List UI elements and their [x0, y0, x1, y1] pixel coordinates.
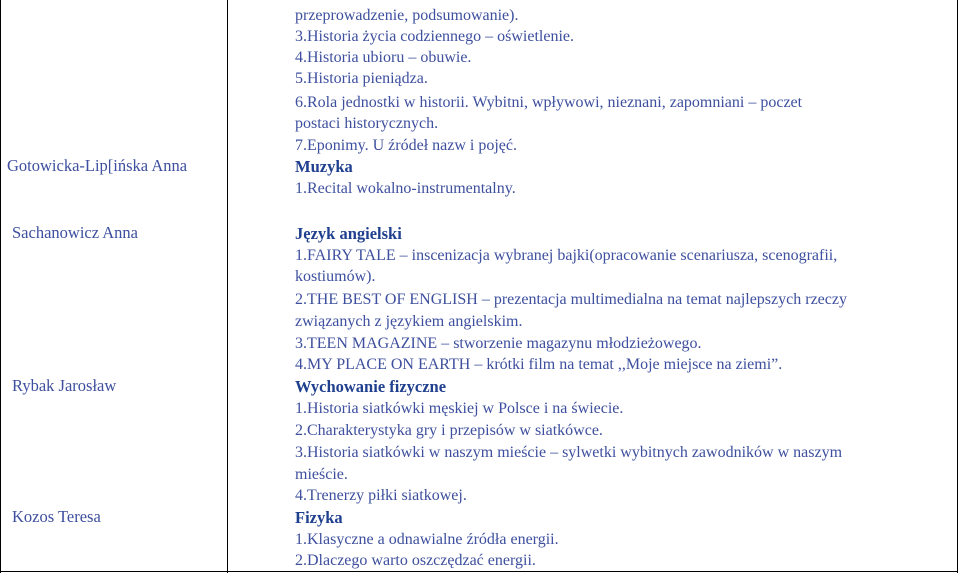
topic-line: 4.Trenerzy piłki siatkowej. [295, 487, 467, 504]
topic-line: 4.Historia ubioru – obuwie. [295, 49, 472, 66]
teacher-name: Kozos Teresa [12, 507, 101, 526]
topic-line: 1.Historia siatkówki męskiej w Polsce i na świecie. [295, 400, 624, 417]
table-bottom-border [0, 571, 958, 572]
topic-line: 2.Dlaczego warto oszczędzać energii. [295, 552, 536, 569]
subject-heading: Fizyka [295, 508, 343, 527]
topic-line: 1.FAIRY TALE – inscenizacja wybranej bajki(opracowanie scenariusza, scenografii, [295, 247, 838, 264]
subject-heading: Muzyka [295, 157, 353, 176]
subject-heading: Język angielski [295, 224, 402, 243]
topic-line: 4.MY PLACE ON EARTH – krótki film na temat ,,Moje miejsce na ziemi”. [295, 356, 783, 373]
topic-line: 6.Rola jednostki w historii. Wybitni, wpływowi, nieznani, zapomniani – poczet [295, 94, 803, 111]
teacher-name: Rybak Jarosław [12, 376, 117, 395]
topic-line: 5.Historia pieniądza. [295, 70, 428, 87]
column-divider [227, 0, 228, 573]
subject-heading: Wychowanie fizyczne [295, 377, 447, 396]
topic-line: 1.Recital wokalno-instrumentalny. [295, 180, 516, 197]
topic-line: postaci historycznych. [295, 115, 439, 132]
table-left-border [0, 0, 1, 573]
topic-line: 7.Eponimy. U źródeł nazw i pojęć. [295, 137, 518, 154]
teacher-name: Gotowicka-Lip[ińska Anna [7, 156, 188, 175]
topic-line: przeprowadzenie, podsumowanie). [295, 7, 519, 24]
teacher-name: Sachanowicz Anna [12, 223, 138, 242]
topic-line: 3.Historia siatkówki w naszym mieście – sylwetki wybitnych zawodników w naszym [295, 444, 843, 461]
topic-line: mieście. [295, 466, 348, 483]
topic-line: 3.Historia życia codziennego – oświetlenie. [295, 28, 575, 45]
topic-line: kostiumów). [295, 268, 376, 285]
topic-line: 1.Klasyczne a odnawialne źródła energii. [295, 531, 559, 548]
topic-line: 3.TEEN MAGAZINE – stworzenie magazynu młodzieżowego. [295, 335, 702, 352]
topic-line: 2.Charakterystyka gry i przepisów w siatkówce. [295, 422, 603, 439]
topic-line: związanych z językiem angielskim. [295, 313, 523, 330]
table-right-border [957, 0, 958, 573]
topic-line: 2.THE BEST OF ENGLISH – prezentacja multimedialna na temat najlepszych rzeczy [295, 291, 847, 308]
